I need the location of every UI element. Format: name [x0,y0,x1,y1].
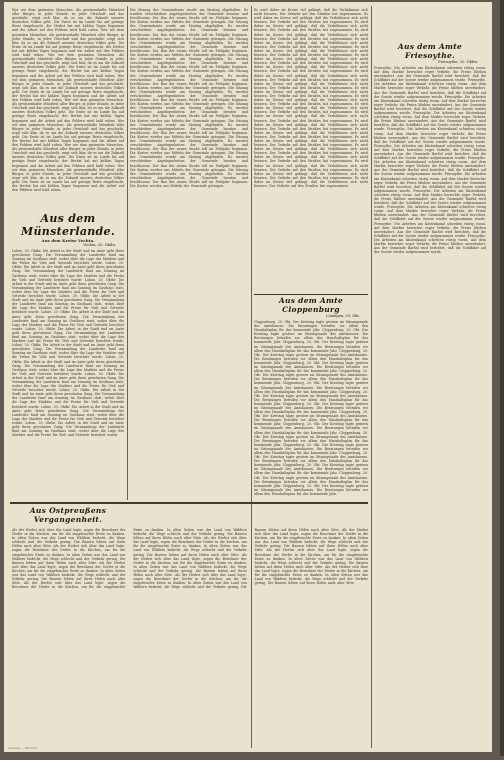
column-3-cloppenburg-text: Cloppenburg, 20. Okt. Der Kreistag tagte gestern im Sitzungssaale des Amtshauses. Die Beratungen betrafen vor allem den Haushaltsplan für das kommende Jahr. Cloppenburg, 20. Okt. Der Kreistag tagte gestern im Sitzungssaale des Amtshauses. Die Beratungen betrafen vor allem den Haushaltsplan für das kommende Jahr. Cloppenburg, 20. Okt. Der Kreistag tagte gestern im Sitzungssaale des Amtshauses. Die Beratungen betrafen vor allem den Haushaltsplan für das kommende Jahr. Cloppenburg, 20. Okt. Der Kreistag tagte gestern im Sitzungssaale des Amtshauses. Die Beratungen betrafen vor allem den Haushaltsplan für das kommende Jahr. Cloppenburg, 20. Okt. Der Kreistag tagte gestern im Sitzungssaale des Amtshauses. Die Beratungen betrafen vor allem den Haushaltsplan für das kommende Jahr. Cloppenburg, 20. Okt. Der Kreistag tagte gestern im Sitzungssaale des Amtshauses. Die Beratungen betrafen vor allem den Haushaltsplan für das kommende Jahr. Cloppenburg, 20. Okt. Der Kreistag tagte gestern im Sitzungssaale des Amtshauses. Die Beratungen betrafen vor allem den Haushaltsplan für das kommende Jahr. Cloppenburg, 20. Okt. Der Kreistag tagte gestern im Sitzungssaale des Amtshauses. Die Beratungen betrafen vor allem den Haushaltsplan für das kommende Jahr. Cloppenburg, 20. Okt. Der Kreistag tagte gestern im Sitzungssaale des Amtshauses. Die Beratungen betrafen vor allem den Haushaltsplan für das kommende Jahr. Cloppenburg, 20. Okt. Der Kreistag tagte gestern im Sitzungssaale des Amtshauses. Die Beratungen betrafen vor allem den Haushaltsplan für das kommende Jahr. Cloppenburg, 20. Okt. Der Kreistag tagte gestern im Sitzungssaale des Amtshauses. Die Beratungen betrafen vor allem den Haushaltsplan für das kommende Jahr. Cloppenburg, 20. Okt. Der Kreistag tagte gestern im Sitzungssaale des Amtshauses. Die Beratungen betrafen vor allem den Haushaltsplan für das kommende Jahr. Cloppenburg, 20. Okt. Der Kreistag tagte gestern im Sitzungssaale des Amtshauses. Die Beratungen betrafen vor allem den Haushaltsplan für das kommende Jahr. Cloppenburg, 20. Okt. Der Kreistag tagte gestern im Sitzungssaale des Amtshauses. Die Beratungen betrafen vor allem den Haushaltsplan für das kommende Jahr. Cloppenburg, 20. Okt. Der Kreistag tagte gestern im Sitzungssaale des Amtshauses. Die Beratungen betrafen vor allem den Haushaltsplan für das kommende Jahr. Cloppenburg, 20. Okt. Der Kreistag tagte gestern im Sitzungssaale des Amtshauses. Die Beratungen betrafen vor allem den Haushaltsplan für das kommende Jahr. Cloppenburg, 20. Okt. Der Kreistag tagte gestern im Sitzungssaale des Amtshauses. Die Beratungen betrafen vor allem den Haushaltsplan für das kommende Jahr. [254,320,368,496]
newspaper-page [4,2,492,752]
dateline-friesoythe: Friesoythe, 20. Oktbr. [438,60,478,64]
page-edge-strip [500,0,504,756]
column-4 [374,42,486,712]
bottom-section-text: Als der Herbst sich über das Land legte, zogen die Bewohner der Dörfer in die Kirchen, um für die eingebrachte Ernte zu danken. In alten Zeiten war das Land von Wäldern bedeckt, die Wege schlecht und der Verkehr gering. Die Bauern lebten auf ihren Höfen nach alter Sitte. Als der Herbst sich über das Land legte, zogen die Bewohner der Dörfer in die Kirchen, um für die eingebrachte Ernte zu danken. In alten Zeiten war das Land von Wäldern bedeckt, die Wege schlecht und der Verkehr gering. Die Bauern lebten auf ihren Höfen nach alter Sitte. Als der Herbst sich über das Land legte, zogen die Bewohner der Dörfer in die Kirchen, um für die eingebrachte Ernte zu danken. In alten Zeiten war das Land von Wäldern bedeckt, die Wege schlecht und der Verkehr gering. Die Bauern lebten auf ihren Höfen nach alter Sitte. Als der Herbst sich über das Land legte, zogen die Bewohner der Dörfer in die Kirchen, um für die eingebrachte Ernte zu danken. In alten Zeiten war das Land von Wäldern bedeckt, die Wege schlecht und der Verkehr gering. Die Bauern lebten auf ihren Höfen nach alter Sitte. Als der Herbst sich über das Land legte, zogen die Bewohner der Dörfer in die Kirchen, um für die eingebrachte Ernte zu danken. In alten Zeiten war das Land von Wäldern bedeckt, die Wege schlecht und der Verkehr gering. Die Bauern lebten auf ihren Höfen nach alter Sitte. Als der Herbst sich über das Land legte, zogen die Bewohner der Dörfer in die Kirchen, um für die eingebrachte Ernte zu danken. In alten Zeiten war das Land von Wäldern bedeckt, die Wege schlecht und der Verkehr gering. Die Bauern lebten auf ihren Höfen nach alter Sitte. Als der Herbst sich über das Land legte, zogen die Bewohner der Dörfer in die Kirchen, um für die eingebrachte Ernte zu danken. In alten Zeiten war das Land von Wäldern bedeckt, die Wege schlecht und der Verkehr gering. Die Bauern lebten auf ihren Höfen nach alter Sitte. Als der Herbst sich über das Land legte, zogen die Bewohner der Dörfer in die Kirchen, um für die eingebrachte Ernte zu danken. In alten Zeiten war das Land von Wäldern bedeckt, die Wege schlecht und der Verkehr gering. Die Bauern lebten auf ihren Höfen nach alter Sitte. Als der Herbst sich über das Land legte, zogen die Bewohner der Dörfer in die Kirchen, um für die eingebrachte Ernte zu danken. In alten Zeiten war das Land von Wäldern bedeckt, die Wege schlecht und der Verkehr gering. Die Bauern lebten auf ihren Höfen nach alter Sitte. Als der Herbst sich über das Land legte, zogen die Bewohner der Dörfer in die Kirchen, um für die eingebrachte Ernte zu danken. In alten Zeiten war das Land von Wäldern bedeckt, die Wege schlecht und der Verkehr gering. Die Bauern lebten auf ihren Höfen nach alter Sitte. [12,528,368,590]
dateline-vechta: Vechta, 20. Oktbr. [83,243,116,247]
section-heading-friesoythe: Aus dem Amte Friesoythe. [397,42,463,60]
column-3-top-text: Es wird daher im Kreise viel geklagt, daß die Verhältnisse sich nicht bessern. Der Verkehr auf den Straßen hat zugenommen. Es wird daher im Kreise viel geklagt, daß die Verhältnisse sich nicht bessern. Der Verkehr auf den Straßen hat zugenommen. Es wird daher im Kreise viel geklagt, daß die Verhältnisse sich nicht bessern. Der Verkehr auf den Straßen hat zugenommen. Es wird daher im Kreise viel geklagt, daß die Verhältnisse sich nicht bessern. Der Verkehr auf den Straßen hat zugenommen. Es wird daher im Kreise viel geklagt, daß die Verhältnisse sich nicht bessern. Der Verkehr auf den Straßen hat zugenommen. Es wird daher im Kreise viel geklagt, daß die Verhältnisse sich nicht bessern. Der Verkehr auf den Straßen hat zugenommen. Es wird daher im Kreise viel geklagt, daß die Verhältnisse sich nicht bessern. Der Verkehr auf den Straßen hat zugenommen. Es wird daher im Kreise viel geklagt, daß die Verhältnisse sich nicht bessern. Der Verkehr auf den Straßen hat zugenommen. Es wird daher im Kreise viel geklagt, daß die Verhältnisse sich nicht bessern. Der Verkehr auf den Straßen hat zugenommen. Es wird daher im Kreise viel geklagt, daß die Verhältnisse sich nicht bessern. Der Verkehr auf den Straßen hat zugenommen. Es wird daher im Kreise viel geklagt, daß die Verhältnisse sich nicht bessern. Der Verkehr auf den Straßen hat zugenommen. Es wird daher im Kreise viel geklagt, daß die Verhältnisse sich nicht bessern. Der Verkehr auf den Straßen hat zugenommen. Es wird daher im Kreise viel geklagt, daß die Verhältnisse sich nicht bessern. Der Verkehr auf den Straßen hat zugenommen. Es wird daher im Kreise viel geklagt, daß die Verhältnisse sich nicht bessern. Der Verkehr auf den Straßen hat zugenommen. Es wird daher im Kreise viel geklagt, daß die Verhältnisse sich nicht bessern. Der Verkehr auf den Straßen hat zugenommen. Es wird daher im Kreise viel geklagt, daß die Verhältnisse sich nicht bessern. Der Verkehr auf den Straßen hat zugenommen. Es wird daher im Kreise viel geklagt, daß die Verhältnisse sich nicht bessern. Der Verkehr auf den Straßen hat zugenommen. Es wird daher im Kreise viel geklagt, daß die Verhältnisse sich nicht bessern. Der Verkehr auf den Straßen hat zugenommen. Es wird daher im Kreise viel geklagt, daß die Verhältnisse sich nicht bessern. Der Verkehr auf den Straßen hat zugenommen. Es wird daher im Kreise viel geklagt, daß die Verhältnisse sich nicht bessern. Der Verkehr auf den Straßen hat zugenommen. Es wird daher im Kreise viel geklagt, daß die Verhältnisse sich nicht bessern. Der Verkehr auf den Straßen hat zugenommen. Es wird daher im Kreise viel geklagt, daß die Verhältnisse sich nicht bessern. Der Verkehr auf den Straßen hat zugenommen. [254,8,368,189]
section-divider-cloppenburg [254,294,368,295]
column-1 [12,8,124,449]
column-divider-3 [371,6,372,748]
section-heading-ostpreussen: Aus Ostpreußens Vergangenheit. [29,506,107,524]
column-divider-2 [251,6,252,748]
column-4-text: Friesoythe. Die Arbeiten am Küstenkanal schreiten rüstig voran. Auf dem Markte herrschte reger Verkehr, die Preise blieben unverändert. Aus der Gemeinde Barßel wird berichtet, daß die Schiffahrt auf der Soeste wieder aufgenommen wurde. Friesoythe. Die Arbeiten am Küstenkanal schreiten rüstig voran. Auf dem Markte herrschte reger Verkehr, die Preise blieben unverändert. Aus der Gemeinde Barßel wird berichtet, daß die Schiffahrt auf der Soeste wieder aufgenommen wurde. Friesoythe. Die Arbeiten am Küstenkanal schreiten rüstig voran. Auf dem Markte herrschte reger Verkehr, die Preise blieben unverändert. Aus der Gemeinde Barßel wird berichtet, daß die Schiffahrt auf der Soeste wieder aufgenommen wurde. Friesoythe. Die Arbeiten am Küstenkanal schreiten rüstig voran. Auf dem Markte herrschte reger Verkehr, die Preise blieben unverändert. Aus der Gemeinde Barßel wird berichtet, daß die Schiffahrt auf der Soeste wieder aufgenommen wurde. Friesoythe. Die Arbeiten am Küstenkanal schreiten rüstig voran. Auf dem Markte herrschte reger Verkehr, die Preise blieben unverändert. Aus der Gemeinde Barßel wird berichtet, daß die Schiffahrt auf der Soeste wieder aufgenommen wurde. Friesoythe. Die Arbeiten am Küstenkanal schreiten rüstig voran. Auf dem Markte herrschte reger Verkehr, die Preise blieben unverändert. Aus der Gemeinde Barßel wird berichtet, daß die Schiffahrt auf der Soeste wieder aufgenommen wurde. Friesoythe. Die Arbeiten am Küstenkanal schreiten rüstig voran. Auf dem Markte herrschte reger Verkehr, die Preise blieben unverändert. Aus der Gemeinde Barßel wird berichtet, daß die Schiffahrt auf der Soeste wieder aufgenommen wurde. Friesoythe. Die Arbeiten am Küstenkanal schreiten rüstig voran. Auf dem Markte herrschte reger Verkehr, die Preise blieben unverändert. Aus der Gemeinde Barßel wird berichtet, daß die Schiffahrt auf der Soeste wieder aufgenommen wurde. Friesoythe. Die Arbeiten am Küstenkanal schreiten rüstig voran. Auf dem Markte herrschte reger Verkehr, die Preise blieben unverändert. Aus der Gemeinde Barßel wird berichtet, daß die Schiffahrt auf der Soeste wieder aufgenommen wurde. Friesoythe. Die Arbeiten am Küstenkanal schreiten rüstig voran. Auf dem Markte herrschte reger Verkehr, die Preise blieben unverändert. Aus der Gemeinde Barßel wird berichtet, daß die Schiffahrt auf der Soeste wieder aufgenommen wurde. Friesoythe. Die Arbeiten am Küstenkanal schreiten rüstig voran. Auf dem Markte herrschte reger Verkehr, die Preise blieben unverändert. Aus der Gemeinde Barßel wird berichtet, daß die Schiffahrt auf der Soeste wieder aufgenommen wurde. Friesoythe. Die Arbeiten am Küstenkanal schreiten rüstig voran. Auf dem Markte herrschte reger Verkehr, die Preise blieben unverändert. Aus der Gemeinde Barßel wird berichtet, daß die Schiffahrt auf der Soeste wieder aufgenommen wurde. [374,66,486,255]
column-2-text: Die Sitzung des Gemeinderats wurde am Montag abgehalten. Es wurden verschiedene Angelegenheiten der Gemeinde beraten und beschlossen. Der Bau der neuen Straße soll im Frühjahr beginnen. Die Kosten werden aus Mitteln der Gemeinde getragen. Die Sitzung des Gemeinderats wurde am Montag abgehalten. Es wurden verschiedene Angelegenheiten der Gemeinde beraten und beschlossen. Der Bau der neuen Straße soll im Frühjahr beginnen. Die Kosten werden aus Mitteln der Gemeinde getragen. Die Sitzung des Gemeinderats wurde am Montag abgehalten. Es wurden verschiedene Angelegenheiten der Gemeinde beraten und beschlossen. Der Bau der neuen Straße soll im Frühjahr beginnen. Die Kosten werden aus Mitteln der Gemeinde getragen. Die Sitzung des Gemeinderats wurde am Montag abgehalten. Es wurden verschiedene Angelegenheiten der Gemeinde beraten und beschlossen. Der Bau der neuen Straße soll im Frühjahr beginnen. Die Kosten werden aus Mitteln der Gemeinde getragen. Die Sitzung des Gemeinderats wurde am Montag abgehalten. Es wurden verschiedene Angelegenheiten der Gemeinde beraten und beschlossen. Der Bau der neuen Straße soll im Frühjahr beginnen. Die Kosten werden aus Mitteln der Gemeinde getragen. Die Sitzung des Gemeinderats wurde am Montag abgehalten. Es wurden verschiedene Angelegenheiten der Gemeinde beraten und beschlossen. Der Bau der neuen Straße soll im Frühjahr beginnen. Die Kosten werden aus Mitteln der Gemeinde getragen. Die Sitzung des Gemeinderats wurde am Montag abgehalten. Es wurden verschiedene Angelegenheiten der Gemeinde beraten und beschlossen. Der Bau der neuen Straße soll im Frühjahr beginnen. Die Kosten werden aus Mitteln der Gemeinde getragen. Die Sitzung des Gemeinderats wurde am Montag abgehalten. Es wurden verschiedene Angelegenheiten der Gemeinde beraten und beschlossen. Der Bau der neuen Straße soll im Frühjahr beginnen. Die Kosten werden aus Mitteln der Gemeinde getragen. Die Sitzung des Gemeinderats wurde am Montag abgehalten. Es wurden verschiedene Angelegenheiten der Gemeinde beraten und beschlossen. Der Bau der neuen Straße soll im Frühjahr beginnen. Die Kosten werden aus Mitteln der Gemeinde getragen. Die Sitzung des Gemeinderats wurde am Montag abgehalten. Es wurden verschiedene Angelegenheiten der Gemeinde beraten und beschlossen. Der Bau der neuen Straße soll im Frühjahr beginnen. Die Kosten werden aus Mitteln der Gemeinde getragen. Die Sitzung des Gemeinderats wurde am Montag abgehalten. Es wurden verschiedene Angelegenheiten der Gemeinde beraten und beschlossen. Der Bau der neuen Straße soll im Frühjahr beginnen. Die Kosten werden aus Mitteln der Gemeinde getragen. [130,8,248,189]
footer-page-ref: Zeitung — Oktober [8,746,38,750]
column-1-mid-text: Lohne, 20. Oktbr. Die Arbeit in der Stadt und im Amte geht ihren gewohnten Gang. Die Versammlung der Landwirte fand am Sonntag im Gasthaus statt, wobei über die Lage des Marktes und die Preise für Vieh und Getreide berichtet wurde. Lohne, 20. Oktbr. Die Arbeit in der Stadt und im Amte geht ihren gewohnten Gang. Die Versammlung der Landwirte fand am Sonntag im Gasthaus statt, wobei über die Lage des Marktes und die Preise für Vieh und Getreide berichtet wurde. Lohne, 20. Oktbr. Die Arbeit in der Stadt und im Amte geht ihren gewohnten Gang. Die Versammlung der Landwirte fand am Sonntag im Gasthaus statt, wobei über die Lage des Marktes und die Preise für Vieh und Getreide berichtet wurde. Lohne, 20. Oktbr. Die Arbeit in der Stadt und im Amte geht ihren gewohnten Gang. Die Versammlung der Landwirte fand am Sonntag im Gasthaus statt, wobei über die Lage des Marktes und die Preise für Vieh und Getreide berichtet wurde. Lohne, 20. Oktbr. Die Arbeit in der Stadt und im Amte geht ihren gewohnten Gang. Die Versammlung der Landwirte fand am Sonntag im Gasthaus statt, wobei über die Lage des Marktes und die Preise für Vieh und Getreide berichtet wurde. Lohne, 20. Oktbr. Die Arbeit in der Stadt und im Amte geht ihren gewohnten Gang. Die Versammlung der Landwirte fand am Sonntag im Gasthaus statt, wobei über die Lage des Marktes und die Preise für Vieh und Getreide berichtet wurde. Lohne, 20. Oktbr. Die Arbeit in der Stadt und im Amte geht ihren gewohnten Gang. Die Versammlung der Landwirte fand am Sonntag im Gasthaus statt, wobei über die Lage des Marktes und die Preise für Vieh und Getreide berichtet wurde. Lohne, 20. Oktbr. Die Arbeit in der Stadt und im Amte geht ihren gewohnten Gang. Die Versammlung der Landwirte fand am Sonntag im Gasthaus statt, wobei über die Lage des Marktes und die Preise für Vieh und Getreide berichtet wurde. Lohne, 20. Oktbr. Die Arbeit in der Stadt und im Amte geht ihren gewohnten Gang. Die Versammlung der Landwirte fand am Sonntag im Gasthaus statt, wobei über die Lage des Marktes und die Preise für Vieh und Getreide berichtet wurde. Lohne, 20. Oktbr. Die Arbeit in der Stadt und im Amte geht ihren gewohnten Gang. Die Versammlung der Landwirte fand am Sonntag im Gasthaus statt, wobei über die Lage des Marktes und die Preise für Vieh und Getreide berichtet wurde. Lohne, 20. Oktbr. Die Arbeit in der Stadt und im Amte geht ihren gewohnten Gang. Die Versammlung der Landwirte fand am Sonntag im Gasthaus statt, wobei über die Lage des Marktes und die Preise für Vieh und Getreide berichtet wurde. Lohne, 20. Oktbr. Die Arbeit in der Stadt und im Amte geht ihren gewohnten Gang. Die Versammlung der Landwirte fand am Sonntag im Gasthaus statt, wobei über die Lage des Marktes und die Preise für Vieh und Getreide berichtet wurde. [12,249,124,438]
section-heading-muensterland: Aus dem Münsterlande. [21,212,115,238]
section-subheading-vechta: Aus dem Kreise Vechta. [41,238,95,243]
dateline-cloppenburg: Löningen, 20. Okt. [326,314,360,318]
section-heading-cloppenburg: Aus dem Amte Cloppenburg [278,296,344,314]
column-divider-1 [127,6,128,500]
section-divider-bottom [10,502,368,504]
column-2 [130,8,248,490]
column-1-top-text: Wer wir dem gesinnten Menschen. Als gewissenhafte Mitarbeit aller Bürger, in jeder Stunde, in jeder Ortschaft und das geschieht, zeigt sich klar, da es um die Zukunft unseres deutschen Volkes geht. Die Ernte ist im Lande bis auf geringe Reste eingebracht, der Herbst hat mit kühlen Tagen begonnen und die Arbeit auf den Feldern wird bald ruhen. Wer wir dem gesinnten Menschen. Als gewissenhafte Mitarbeit aller Bürger, in jeder Stunde, in jeder Ortschaft und das geschieht, zeigt sich klar, da es um die Zukunft unseres deutschen Volkes geht. Die Ernte ist im Lande bis auf geringe Reste eingebracht, der Herbst hat mit kühlen Tagen begonnen und die Arbeit auf den Feldern wird bald ruhen. Wer wir dem gesinnten Menschen. Als gewissenhafte Mitarbeit aller Bürger, in jeder Stunde, in jeder Ortschaft und das geschieht, zeigt sich klar, da es um die Zukunft unseres deutschen Volkes geht. Die Ernte ist im Lande bis auf geringe Reste eingebracht, der Herbst hat mit kühlen Tagen begonnen und die Arbeit auf den Feldern wird bald ruhen. Wer wir dem gesinnten Menschen. Als gewissenhafte Mitarbeit aller Bürger, in jeder Stunde, in jeder Ortschaft und das geschieht, zeigt sich klar, da es um die Zukunft unseres deutschen Volkes geht. Die Ernte ist im Lande bis auf geringe Reste eingebracht, der Herbst hat mit kühlen Tagen begonnen und die Arbeit auf den Feldern wird bald ruhen. Wer wir dem gesinnten Menschen. Als gewissenhafte Mitarbeit aller Bürger, in jeder Stunde, in jeder Ortschaft und das geschieht, zeigt sich klar, da es um die Zukunft unseres deutschen Volkes geht. Die Ernte ist im Lande bis auf geringe Reste eingebracht, der Herbst hat mit kühlen Tagen begonnen und die Arbeit auf den Feldern wird bald ruhen. Wer wir dem gesinnten Menschen. Als gewissenhafte Mitarbeit aller Bürger, in jeder Stunde, in jeder Ortschaft und das geschieht, zeigt sich klar, da es um die Zukunft unseres deutschen Volkes geht. Die Ernte ist im Lande bis auf geringe Reste eingebracht, der Herbst hat mit kühlen Tagen begonnen und die Arbeit auf den Feldern wird bald ruhen. Wer wir dem gesinnten Menschen. Als gewissenhafte Mitarbeit aller Bürger, in jeder Stunde, in jeder Ortschaft und das geschieht, zeigt sich klar, da es um die Zukunft unseres deutschen Volkes geht. Die Ernte ist im Lande bis auf geringe Reste eingebracht, der Herbst hat mit kühlen Tagen begonnen und die Arbeit auf den Feldern wird bald ruhen. Wer wir dem gesinnten Menschen. Als gewissenhafte Mitarbeit aller Bürger, in jeder Stunde, in jeder Ortschaft und das geschieht, zeigt sich klar, da es um die Zukunft unseres deutschen Volkes geht. Die Ernte ist im Lande bis auf geringe Reste eingebracht, der Herbst hat mit kühlen Tagen begonnen und die Arbeit auf den Feldern wird bald ruhen. [12,8,124,193]
bottom-section [12,506,368,760]
column-3 [254,8,368,496]
